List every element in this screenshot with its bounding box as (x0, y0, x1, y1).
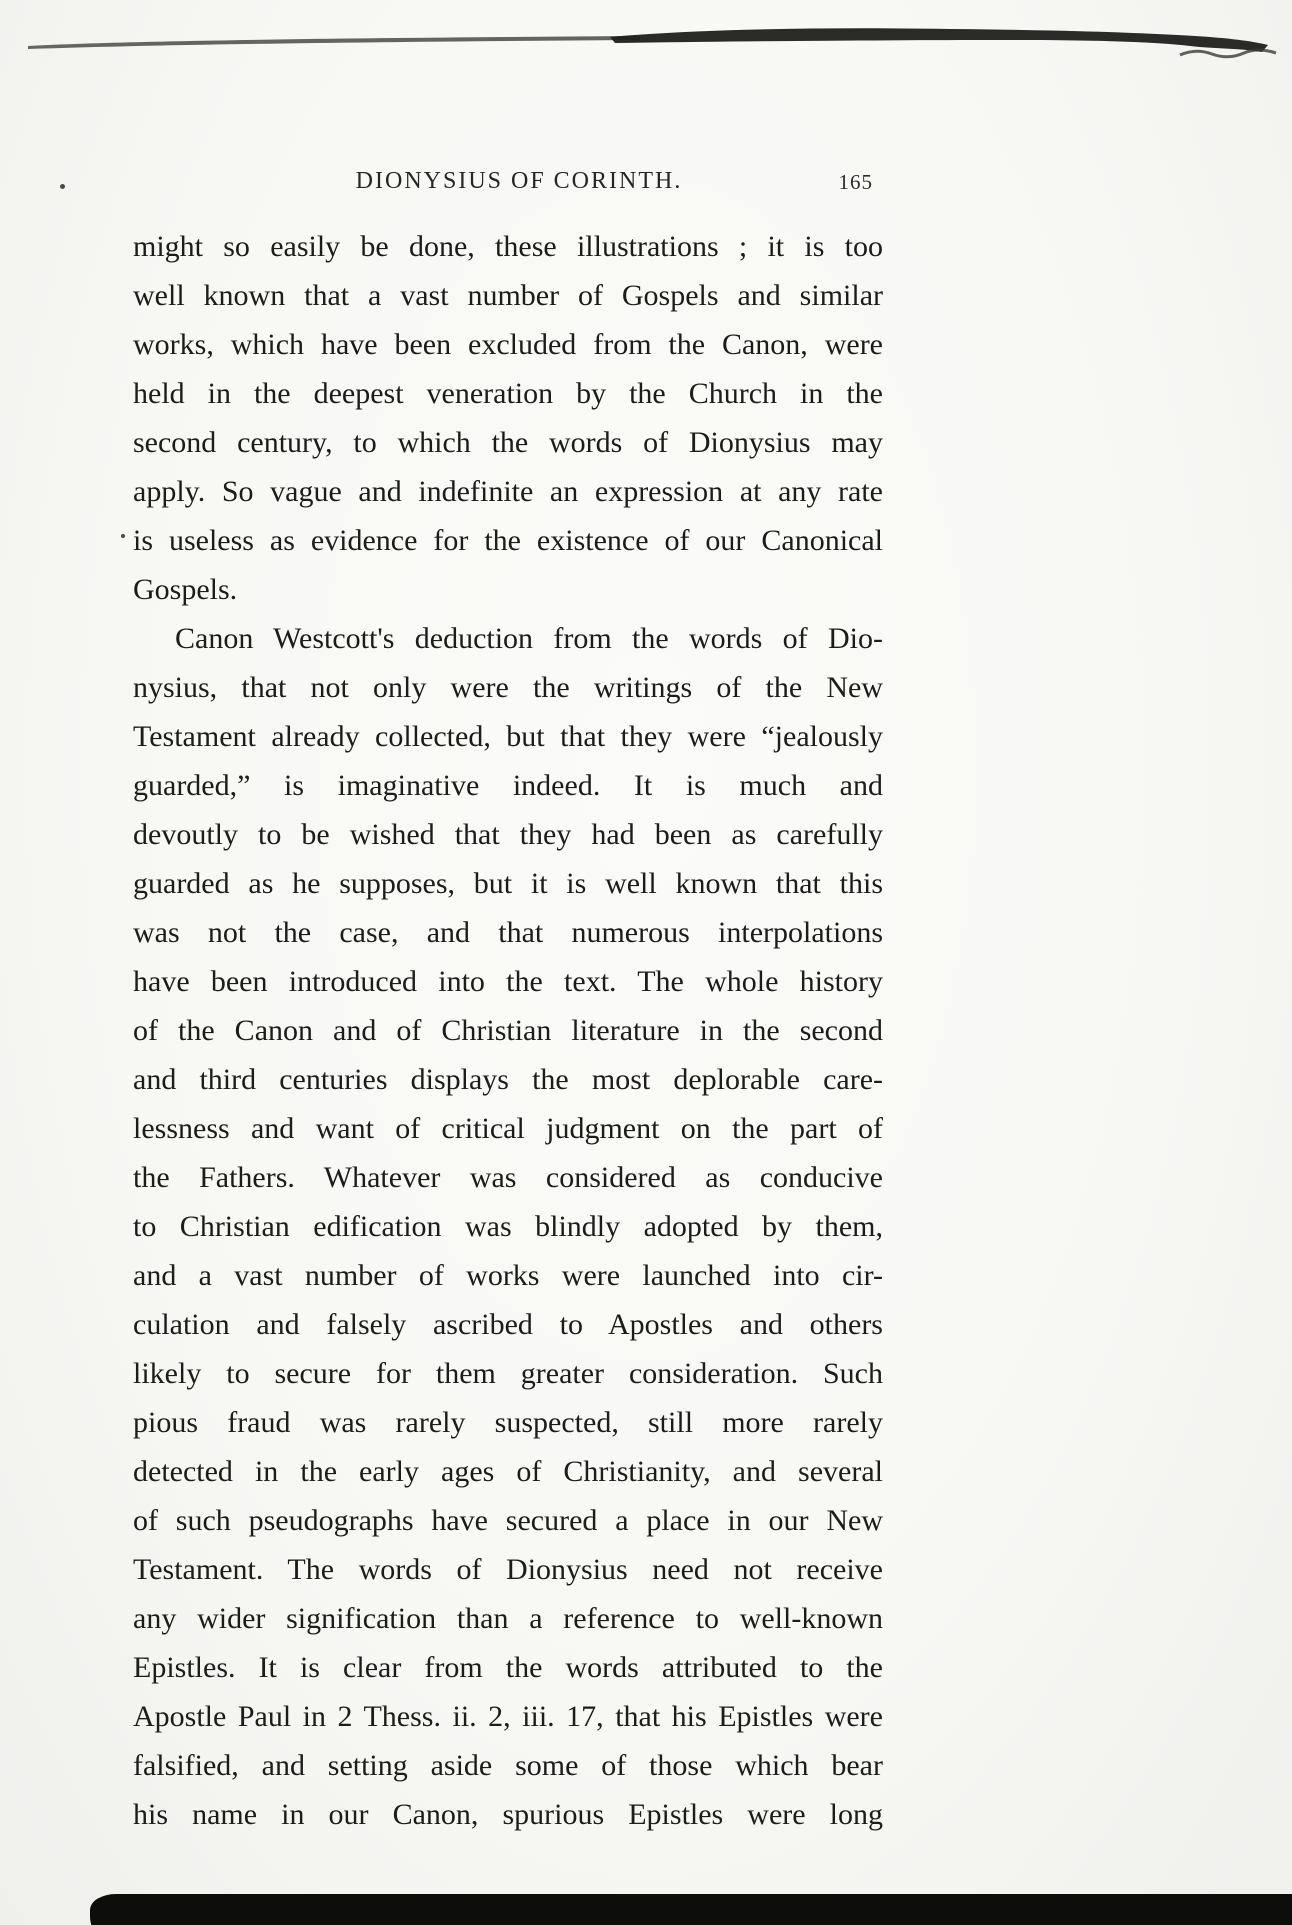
text-line: falsified, and setting aside some of those which bear (133, 1749, 883, 1782)
text-line: of the Canon and of Christian literature in the second (133, 1014, 883, 1047)
scan-streak-tail (1180, 50, 1276, 57)
text-line: apply. So vague and indefinite an expression at any rate (133, 475, 883, 508)
text-line: guarded as he supposes, but it is well known that this (133, 867, 883, 900)
paragraph (133, 222, 883, 614)
text-line: well known that a vast number of Gospels and similar (133, 279, 883, 312)
scan-speck (60, 184, 65, 189)
text-line: guarded,” is imaginative indeed. It is much and (133, 769, 883, 802)
text-line: and a vast number of works were launched into cir- (133, 1259, 883, 1292)
text-line: pious fraud was rarely suspected, still more rarely (133, 1406, 883, 1439)
scan-streak-right (610, 28, 1268, 52)
text-line: is useless as evidence for the existence of our Canonical (133, 524, 883, 557)
page-number: 165 (838, 170, 873, 194)
text-line: lessness and want of critical judgment on the part of (133, 1112, 883, 1145)
text-line: Canon Westcott's deduction from the words of Dio- (175, 622, 883, 655)
text-line: held in the deepest veneration by the Church in the (133, 377, 883, 410)
text-line: might so easily be done, these illustrations ; it is too (133, 230, 883, 263)
text-line: was not the case, and that numerous interpolations (133, 916, 883, 949)
text-line: and third centuries displays the most deplorable care- (133, 1063, 883, 1096)
text-line: Testament. The words of Dionysius need not receive (133, 1553, 883, 1586)
text-line: of such pseudographs have secured a place in our New (133, 1504, 883, 1537)
scan-streak-left (28, 36, 640, 49)
page-header (133, 168, 885, 202)
text-line: Apostle Paul in 2 Thess. ii. 2, iii. 17, that his Epistles were (133, 1700, 883, 1733)
scan-artifact-top (0, 0, 1292, 70)
text-line: Gospels. (133, 573, 238, 606)
text-line: likely to secure for them greater consideration. Such (133, 1357, 883, 1390)
text-line: Epistles. It is clear from the words attributed to the (133, 1651, 883, 1684)
text-line: works, which have been excluded from the Canon, were (133, 328, 883, 361)
text-line: detected in the early ages of Christianity, and several (133, 1455, 883, 1488)
text-line: second century, to which the words of Dionysius may (133, 426, 883, 459)
text-line: have been introduced into the text. The whole history (133, 965, 883, 998)
text-line: any wider signification than a reference to well-known (133, 1602, 883, 1635)
text-line: to Christian edification was blindly adopted by them, (133, 1210, 883, 1243)
paragraph (133, 614, 883, 1839)
running-title: DIONYSIUS OF CORINTH. (355, 168, 683, 194)
text-line: devoutly to be wished that they had been as carefully (133, 818, 883, 851)
scan-speck (121, 534, 125, 538)
text-line: his name in our Canon, spurious Epistles were long (133, 1798, 883, 1831)
scan-artifact-bottom (90, 1894, 1292, 1925)
text-line: nysius, that not only were the writings of the New (133, 671, 883, 704)
text-line: Testament already collected, but that they were “jealously (133, 720, 883, 753)
text-line: culation and falsely ascribed to Apostles and others (133, 1308, 883, 1341)
text-line: the Fathers. Whatever was considered as conducive (133, 1161, 883, 1194)
body-text (133, 222, 883, 1839)
